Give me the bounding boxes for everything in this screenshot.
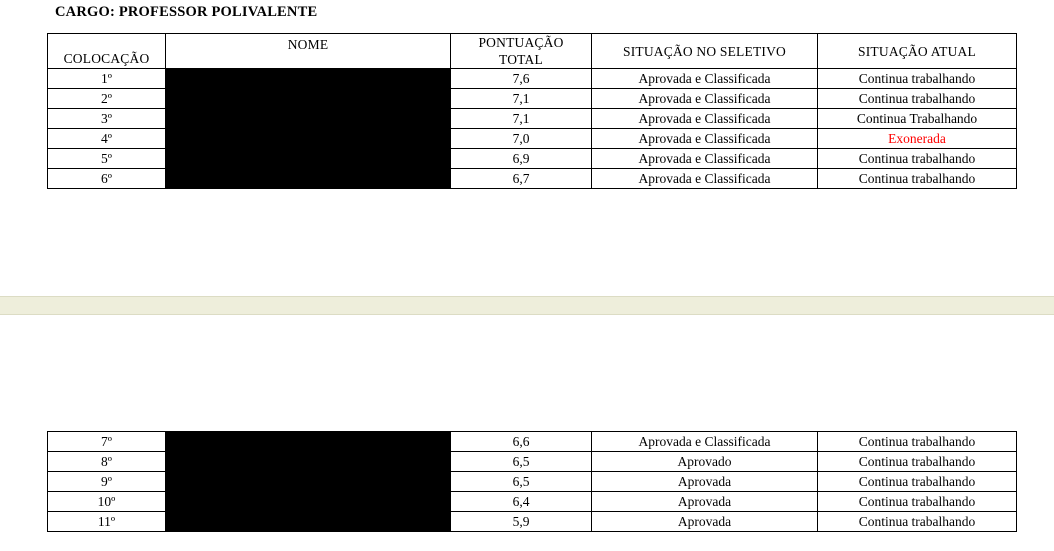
column-header-pontuacao [451, 34, 592, 69]
page-title: CARGO: PROFESSOR POLIVALENTE [55, 4, 318, 20]
page-break-line-bottom [0, 314, 1054, 315]
table-row [48, 492, 1017, 512]
table-header-row [48, 34, 1017, 69]
table-body-top [48, 69, 1017, 189]
cell-situacao-seletivo: Aprovada [592, 472, 818, 492]
cell-colocacao: 10º [48, 492, 166, 512]
cell-pontuacao: 6,6 [451, 432, 592, 452]
cell-colocacao: 4º [48, 129, 166, 149]
classification-table-top [47, 33, 1017, 189]
table-row [48, 472, 1017, 492]
column-header-situacao-seletivo: SITUAÇÃO NO SELETIVO [592, 34, 818, 69]
cell-situacao-seletivo: Aprovada e Classificada [592, 109, 818, 129]
cell-pontuacao: 7,1 [451, 109, 592, 129]
cell-situacao-atual: Continua trabalhando [818, 169, 1017, 189]
cell-situacao-atual: Continua trabalhando [818, 472, 1017, 492]
cell-nome-redacted [166, 69, 451, 89]
table-row [48, 452, 1017, 472]
cell-colocacao: 2º [48, 89, 166, 109]
cell-situacao-atual: Continua trabalhando [818, 89, 1017, 109]
classification-table-bottom [47, 431, 1017, 532]
table-row [48, 89, 1017, 109]
cell-colocacao: 6º [48, 169, 166, 189]
cell-colocacao: 7º [48, 432, 166, 452]
column-header-nome: NOME [166, 34, 451, 69]
cell-situacao-seletivo: Aprovada e Classificada [592, 169, 818, 189]
cell-nome-redacted [166, 472, 451, 492]
cell-situacao-seletivo: Aprovada e Classificada [592, 69, 818, 89]
cell-pontuacao: 6,9 [451, 149, 592, 169]
table-row [48, 512, 1017, 532]
cell-situacao-atual: Continua trabalhando [818, 69, 1017, 89]
cell-pontuacao: 7,0 [451, 129, 592, 149]
cell-nome-redacted [166, 492, 451, 512]
cell-pontuacao: 5,9 [451, 512, 592, 532]
table-row [48, 149, 1017, 169]
cell-colocacao: 3º [48, 109, 166, 129]
cell-colocacao: 8º [48, 452, 166, 472]
cell-situacao-seletivo: Aprovada e Classificada [592, 432, 818, 452]
status-badge: Exonerada [818, 129, 1017, 149]
cell-nome-redacted [166, 129, 451, 149]
column-header-pontuacao-line2: TOTAL [499, 52, 543, 67]
cell-pontuacao: 6,7 [451, 169, 592, 189]
cell-situacao-atual: Continua trabalhando [818, 512, 1017, 532]
column-header-colocacao: COLOCAÇÃO [48, 34, 166, 69]
cell-situacao-atual: Continua trabalhando [818, 432, 1017, 452]
cell-situacao-seletivo: Aprovada [592, 492, 818, 512]
cell-nome-redacted [166, 89, 451, 109]
cell-colocacao: 9º [48, 472, 166, 492]
cell-colocacao: 1º [48, 69, 166, 89]
column-header-situacao-atual: SITUAÇÃO ATUAL [818, 34, 1017, 69]
cell-nome-redacted [166, 169, 451, 189]
cell-nome-redacted [166, 149, 451, 169]
cell-nome-redacted [166, 452, 451, 472]
cell-situacao-atual: Continua trabalhando [818, 149, 1017, 169]
cell-situacao-atual: Continua Trabalhando [818, 109, 1017, 129]
cell-situacao-atual: Continua trabalhando [818, 492, 1017, 512]
cell-situacao-seletivo: Aprovada e Classificada [592, 129, 818, 149]
cell-situacao-atual: Continua trabalhando [818, 452, 1017, 472]
cell-pontuacao: 6,5 [451, 452, 592, 472]
cell-situacao-seletivo: Aprovada [592, 512, 818, 532]
cell-pontuacao: 6,5 [451, 472, 592, 492]
table-row [48, 432, 1017, 452]
cell-pontuacao: 7,6 [451, 69, 592, 89]
cell-situacao-seletivo: Aprovada e Classificada [592, 89, 818, 109]
table-row [48, 129, 1017, 149]
cell-pontuacao: 6,4 [451, 492, 592, 512]
table-row [48, 109, 1017, 129]
cell-nome-redacted [166, 432, 451, 452]
cell-nome-redacted [166, 512, 451, 532]
page-break-line-top [0, 296, 1054, 297]
column-header-pontuacao-line1: PONTUAÇÃO [478, 35, 564, 50]
table-body-bottom [48, 432, 1017, 532]
cell-nome-redacted [166, 109, 451, 129]
table-row [48, 69, 1017, 89]
table-header [48, 34, 1017, 69]
page-break-band [0, 296, 1054, 315]
cell-situacao-seletivo: Aprovada e Classificada [592, 149, 818, 169]
cell-pontuacao: 7,1 [451, 89, 592, 109]
cell-colocacao: 5º [48, 149, 166, 169]
cell-situacao-seletivo: Aprovado [592, 452, 818, 472]
table-row [48, 169, 1017, 189]
cell-colocacao: 11º [48, 512, 166, 532]
